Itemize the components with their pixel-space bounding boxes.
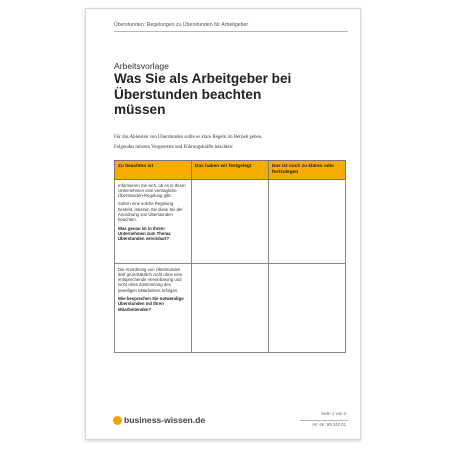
cell-question: Wie besprechen Sie notwendige Überstunden mit Ihren Mitarbeitenden? xyxy=(118,296,184,312)
header-decided: Das haben wir festgelegt xyxy=(191,161,268,180)
header-divider xyxy=(114,31,348,32)
title-line-1: Was Sie als Arbeitgeber bei xyxy=(114,71,292,86)
decided-cell[interactable] xyxy=(191,263,268,352)
cell-question: Was genau ist in Ihrem Unternehmen zum Thema Überstunden vereinbart? xyxy=(118,225,171,242)
worksheet-table xyxy=(114,160,346,353)
table-row xyxy=(115,263,346,352)
intro-text-2: Folgendes müssen Vorgesetzte und Führungskräfte beachten: xyxy=(114,145,234,150)
open-cell[interactable] xyxy=(268,179,345,263)
cell-paragraph: Die Anordnung von Überstunden darf grundsätzlich nicht ohne eine entsprechende Vereinbarung und nicht ohne Zustimmung des jeweiligen Mitarbeiters erfolgen. xyxy=(118,266,183,293)
running-header: Überstunden: Regelungen zu Überstunden für Arbeitgeber xyxy=(114,22,249,28)
footer-divider xyxy=(300,420,348,421)
decided-cell[interactable] xyxy=(191,179,268,263)
document-kicker: Arbeitsvorlage xyxy=(114,61,169,71)
article-number: Art.-Nr. 99.242.01 xyxy=(312,422,346,427)
cell-paragraph: Informieren Sie sich, ob es in Ihrem Unternehmen eine vertragliche Überstunden-Regelung gibt. xyxy=(118,182,186,199)
table-header-row xyxy=(115,161,346,180)
cell-paragraph: Sofern eine solche Regelung besteht, müssen Sie diese bei der Anordnung von Überstunden beachten. xyxy=(118,201,183,223)
table-row xyxy=(115,179,346,263)
consider-cell xyxy=(115,263,192,352)
title-line-3: müssen xyxy=(114,102,166,118)
header-to-consider: Zu beachten ist xyxy=(115,161,192,180)
page-number: Seite 1 von 3 xyxy=(320,411,346,416)
consider-cell xyxy=(115,179,192,263)
header-open: Das ist noch zu klären oder festzulegen xyxy=(268,161,345,180)
open-cell[interactable] xyxy=(268,263,345,352)
intro-text-1: Für das Ableisten von Überstunden sollte es klare Regeln im Betrieb geben. xyxy=(114,135,263,140)
document-title xyxy=(114,71,344,118)
brand-dot-icon xyxy=(113,416,122,425)
title-line-2: Überstunden beachten xyxy=(114,86,262,102)
brand-logo: business-wissen.de xyxy=(124,415,206,425)
